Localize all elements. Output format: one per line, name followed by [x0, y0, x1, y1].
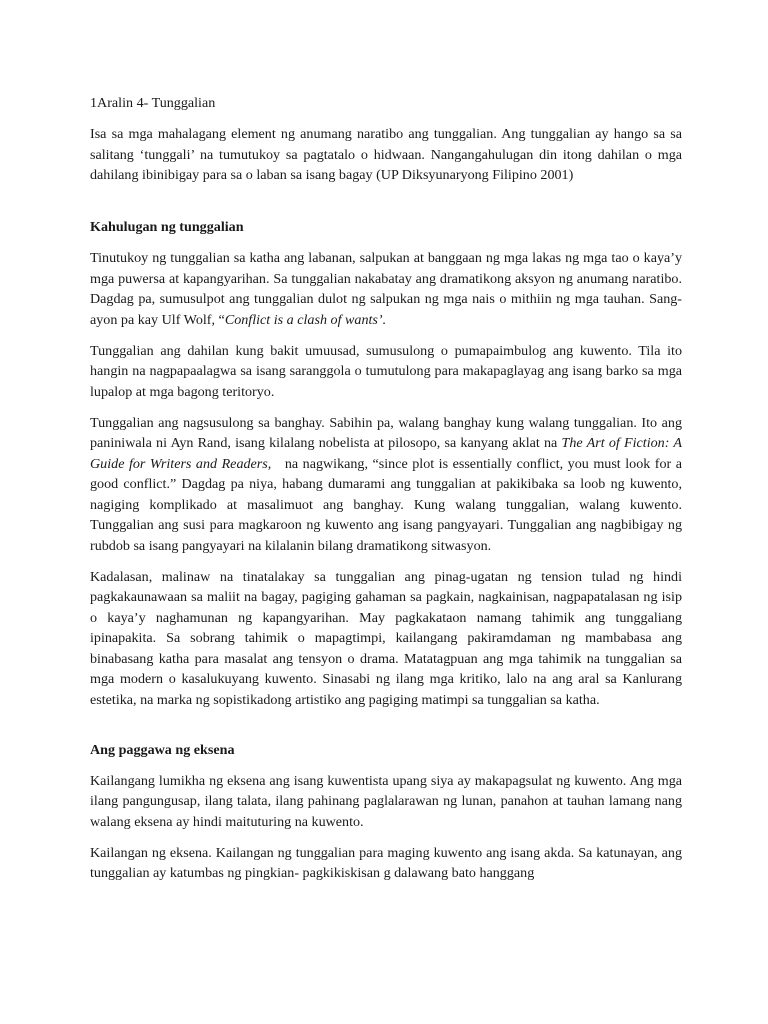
paragraph: Kadalasan, malinaw na tinatalakay sa tunggalian ang pinag-ugatan ng tension tulad ng hindi pagkakaunawaan sa maliit na bagay, pagiging gahaman sa pagkain, nagkainisan, nagpapatalasan ng isip o kaya’y naghamunan ng kapangyarihan. May pagkakataon namang tahimik ang tunggaliang ipinapakita. Sa sobrang tahimik o mapagtimpi, kailangang pakiramdaman ng mambabasa ang binabasang katha para masalat ang tensyon o drama. Matatagpuan ang mga tahimik na tunggalian sa mga modern o kasalukuyang kuwento. Sinasabi ng ilang mga kritiko, lalo na ang aral sa Kanlurang estetika, na marka ng sopistikadong artistiko ang pagiging matimpi sa tunggalian sa katha. [90, 568, 682, 708]
paragraph: Kailangan ng eksena. Kailangan ng tunggalian para maging kuwento ang isang akda. Sa katunayan, ang tunggalian ay katumbas ng pingkian- pagkikiskisan g dalawang bato hanggang [90, 844, 682, 881]
paragraph-italic-quote: Conflict is a clash of wants’. [224, 311, 387, 328]
paragraph-text: na nagwikang, “since plot is essentially conflict, you must look for a good conflict.” Dagdag pa niya, habang dumarami ang tunggalian at pakikibaka sa loob ng kuwento, nagiging komplikado at masalimuot ang banghay. Kung walang tunggalian, walang kuwento. Tunggalian ang susi para magkaroon ng kuwento ang isang pangyayari. Tunggalian ang nagbibigay ng rubdob sa isang pangyayari na kilalanin bilang dramatikong sitwasyon. [90, 455, 686, 554]
intro-paragraph: Isa sa mga mahalagang element ng anumang naratibo ang tunggalian. Ang tunggalian ay hango sa sa salitang ‘tunggali’ na tumutukoy sa pagtatalo o hidwaan. Nangangahulugan din itong dahilan o mga dahilang ibinibigay para sa o laban sa isang bagay (UP Diksyunaryong Filipino 2001) [90, 126, 682, 183]
spacer [90, 196, 682, 217]
paragraph [90, 413, 686, 557]
paragraph-text: Tinutukoy ng tunggalian sa katha ang labanan, salpukan at banggaan ng mga lakas ng mga tao o kaya’y mga puwersa at kapangyarihan. Sa tunggalian nakabatay ang dramatikong aksyon ng anumang naratibo. Dagdag pa, sumusulpot ang tunggalian dulot ng salpukan ng mga nais o mithiin ng mga tauhan. Sang-ayon pa kay Ulf Wolf, “ [90, 250, 682, 328]
document-title: 1Aralin 4- Tunggalian [90, 95, 216, 111]
section-heading-paggawa-ng-eksena: Ang paggawa ng eksena [90, 741, 235, 758]
document-page [90, 93, 686, 894]
paragraph [90, 248, 682, 330]
spacer [90, 721, 682, 740]
paragraph: Kailangang lumikha ng eksena ang isang kuwentista upang siya ay makapagsulat ng kuwento. Ang mga ilang pangungusap, ilang talata, ilang pahinang paglalarawan ng lunan, panahon at tauhan lamang nang walang eksena ay hindi maituturing na kuwento. [90, 772, 682, 830]
book-title: The Art of Fiction: A Guide for Writers and Readers, [90, 435, 682, 472]
section-heading-kahulugan: Kahulugan ng tunggalian [90, 219, 244, 235]
paragraph-text: Tunggalian ang nagsusulong sa banghay. Sabihin pa, walang banghay kung walang tunggalian. Ito ang paniniwala ni Ayn Rand, isang kilalang nobelista at pilosopo, sa kanyang aklat na [90, 414, 682, 451]
paragraph: Tunggalian ang dahilan kung bakit umuusad, sumusulong o pumapaimbulog ang kuwento. Tila ito hangin na nagpapaalagwa sa isang saranggola o tumutulong para makapaglayag ang isang barko sa mga lupalop at mga bagong teritoryo. [90, 342, 682, 400]
